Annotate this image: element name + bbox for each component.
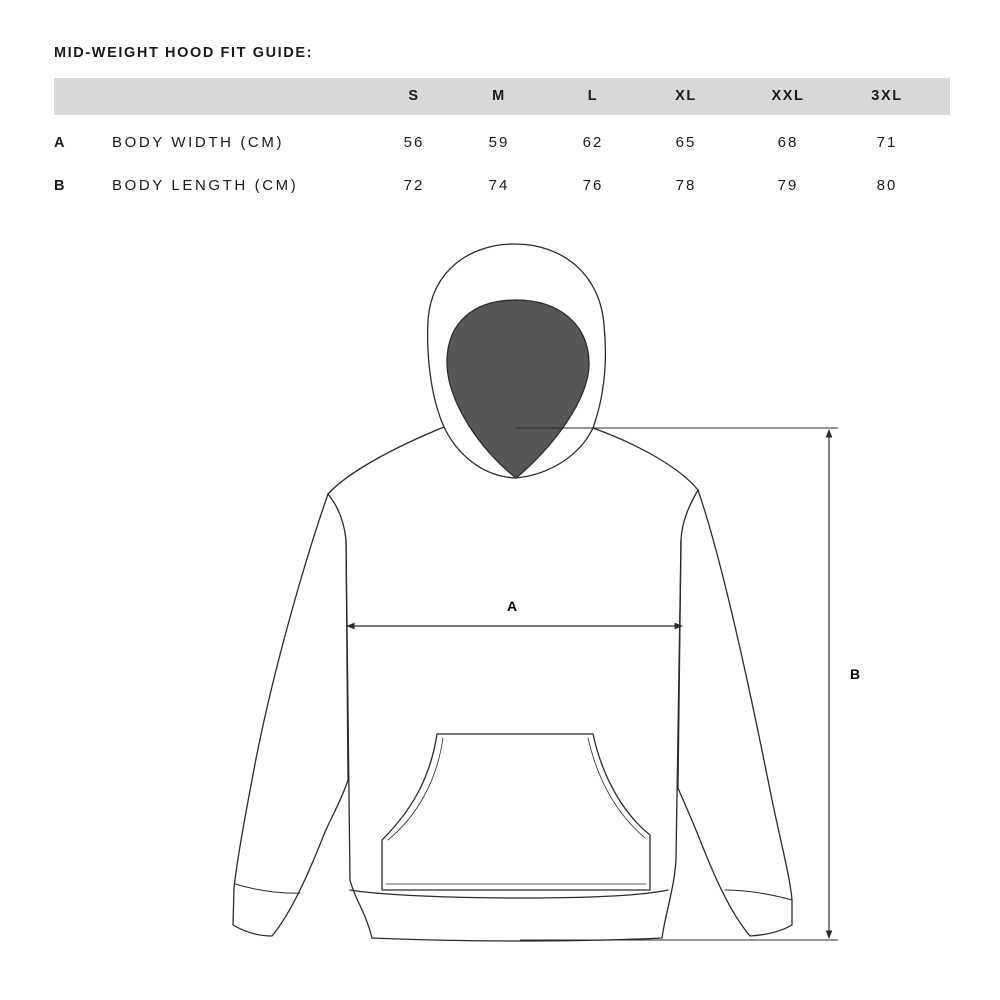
fit-guide-title: MID-WEIGHT HOOD FIT GUIDE: bbox=[54, 45, 314, 61]
right-cuff-line bbox=[725, 890, 792, 900]
value-cell: 56 bbox=[403, 134, 425, 151]
row-label: BODY LENGTH (CM) bbox=[112, 177, 299, 194]
value-cell: 76 bbox=[582, 177, 604, 194]
left-cuff-line bbox=[235, 884, 300, 893]
size-header-3xl: 3XL bbox=[871, 88, 903, 104]
length-measure-label: B bbox=[849, 666, 861, 682]
value-cell: 78 bbox=[675, 177, 697, 194]
value-cell: 74 bbox=[488, 177, 510, 194]
size-header-l: L bbox=[587, 88, 599, 104]
row-label: BODY WIDTH (CM) bbox=[112, 134, 285, 151]
value-cell: 68 bbox=[777, 134, 799, 151]
left-sleeve-outline bbox=[233, 494, 348, 936]
size-header-xxl: XXL bbox=[771, 88, 805, 104]
size-header-xl: XL bbox=[675, 88, 697, 104]
size-header-m: M bbox=[492, 88, 506, 104]
value-cell: 62 bbox=[582, 134, 604, 151]
right-sleeve-inner bbox=[678, 490, 698, 788]
row-code: A bbox=[54, 135, 65, 151]
value-cell: 65 bbox=[675, 134, 697, 151]
value-cell: 80 bbox=[876, 177, 898, 194]
kangaroo-pocket bbox=[382, 734, 650, 890]
row-code: B bbox=[54, 178, 65, 194]
left-shoulder bbox=[328, 427, 444, 494]
value-cell: 71 bbox=[876, 134, 898, 151]
width-measure-label: A bbox=[506, 598, 518, 614]
value-cell: 59 bbox=[488, 134, 510, 151]
right-sleeve-outline bbox=[678, 490, 792, 936]
body-right-side bbox=[662, 540, 681, 938]
left-sleeve-inner bbox=[328, 494, 348, 780]
value-cell: 79 bbox=[777, 177, 799, 194]
waistband-top bbox=[350, 890, 668, 898]
value-cell: 72 bbox=[403, 177, 425, 194]
size-header-s: S bbox=[408, 88, 420, 104]
right-shoulder bbox=[593, 428, 698, 490]
body-left-side bbox=[346, 540, 372, 938]
